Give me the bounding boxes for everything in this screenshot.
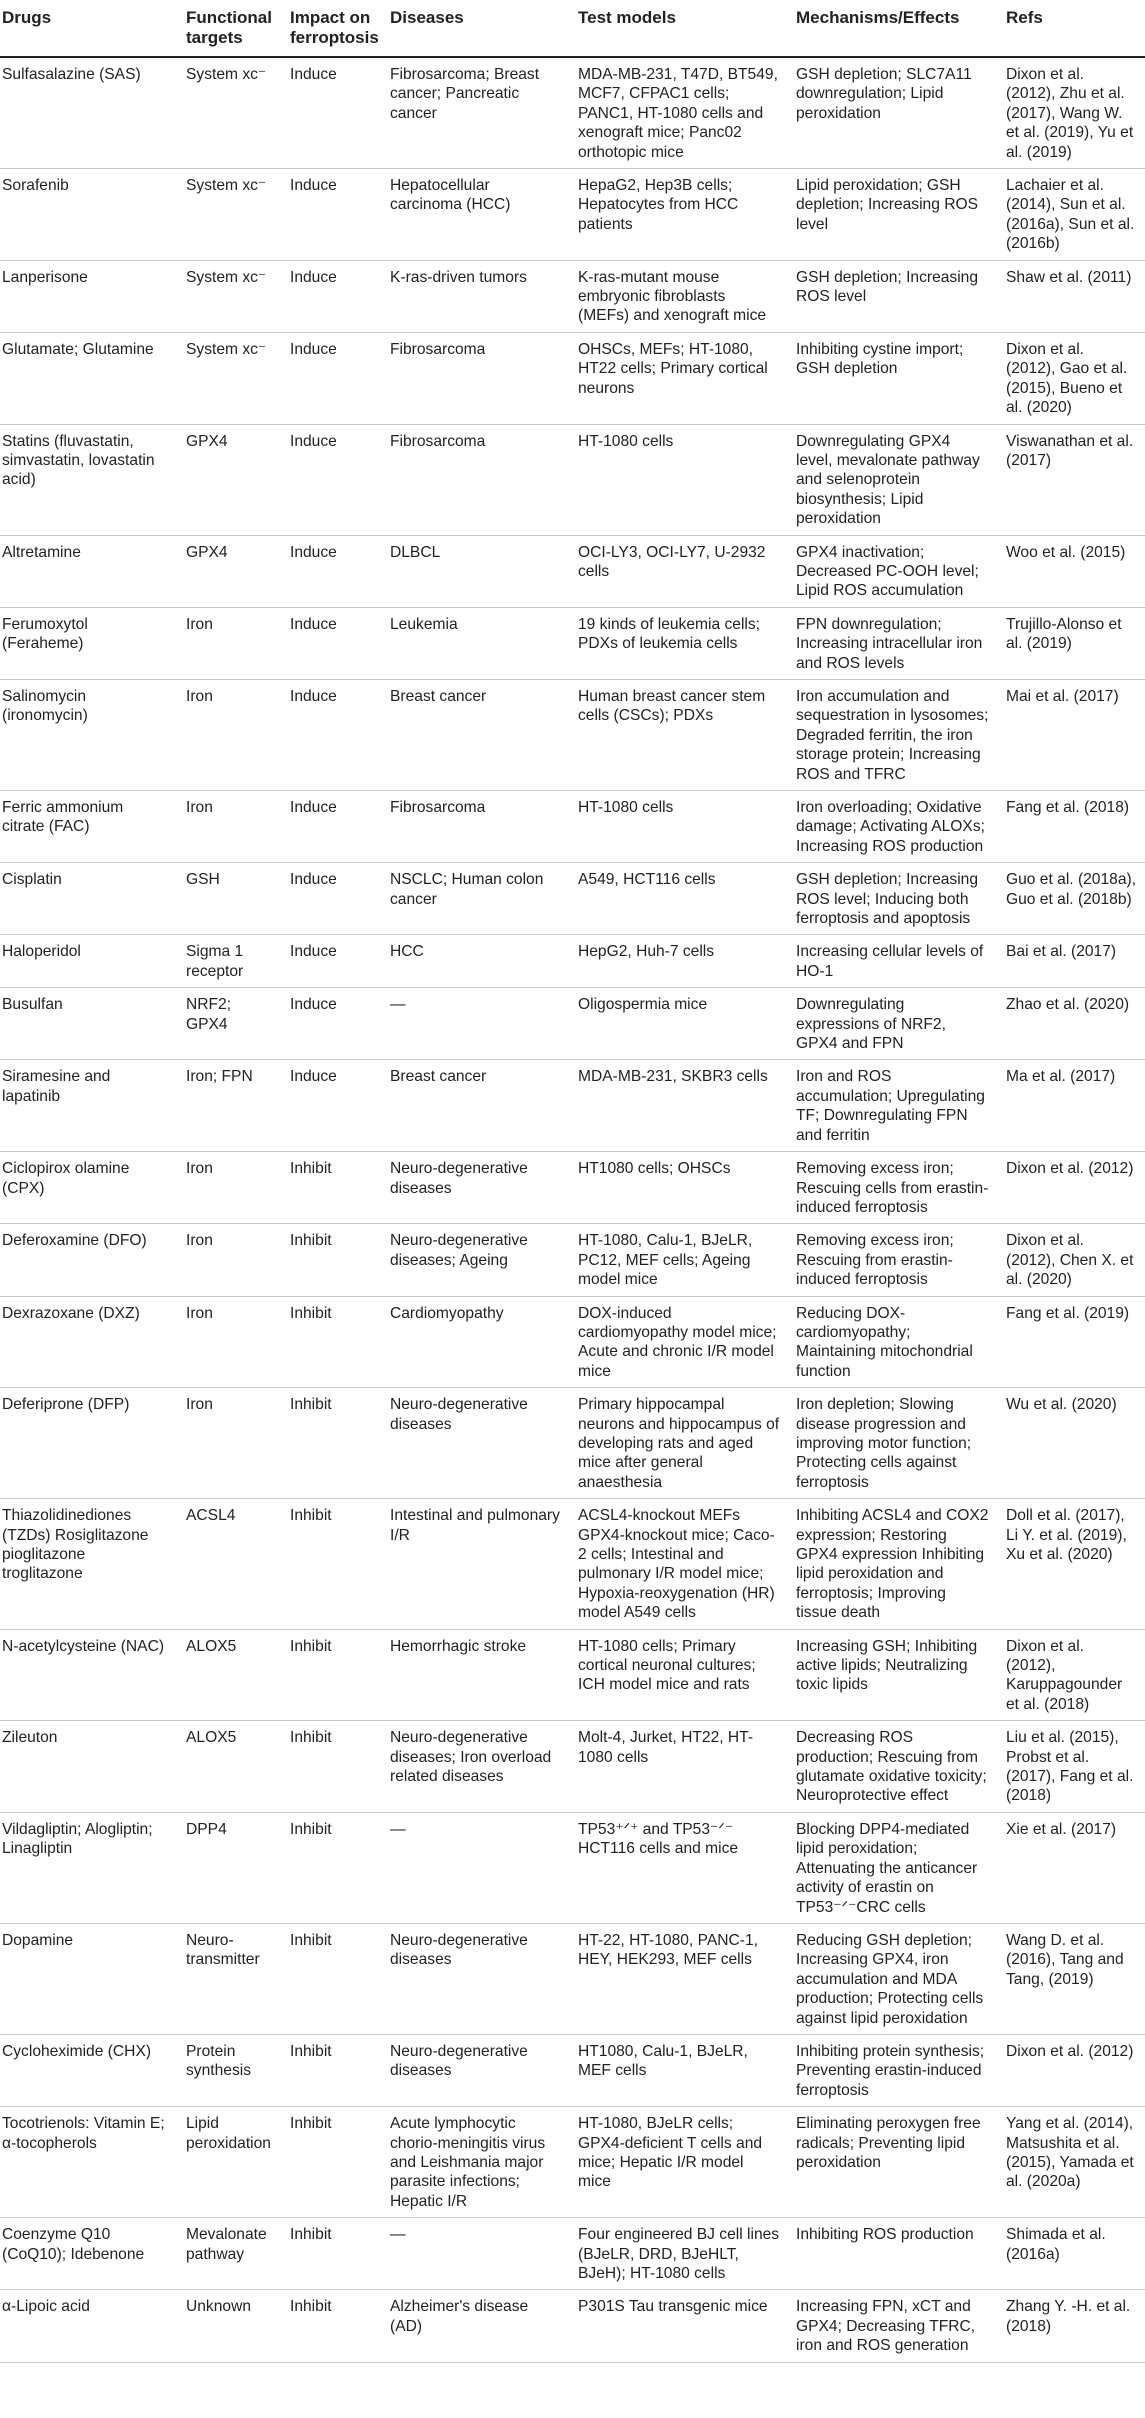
cell-target: Sigma 1 receptor	[178, 935, 282, 988]
cell-drug: Dopamine	[0, 1923, 178, 2034]
cell-refs: Shaw et al. (2011)	[998, 260, 1145, 332]
cell-drug: Coenzyme Q10 (CoQ10); Idebenone	[0, 2218, 178, 2290]
cell-drug: Siramesine and lapatinib	[0, 1060, 178, 1152]
cell-test-model: DOX-induced cardiomyopathy model mice; Acute and chronic I/R model mice	[570, 1296, 788, 1388]
cell-test-model: 19 kinds of leukemia cells; PDXs of leukemia cells	[570, 607, 788, 679]
cell-target: System xc⁻	[178, 260, 282, 332]
cell-impact: Induce	[282, 988, 382, 1060]
cell-target: ALOX5	[178, 1629, 282, 1721]
cell-impact: Inhibit	[282, 1224, 382, 1296]
cell-impact: Inhibit	[282, 1629, 382, 1721]
cell-mechanism: Inhibiting ROS production	[788, 2218, 998, 2290]
cell-disease: NSCLC; Human colon cancer	[382, 863, 570, 935]
cell-test-model: HT-1080, BJeLR cells; GPX4-deficient T cells and mice; Hepatic I/R model mice	[570, 2107, 788, 2218]
cell-drug: N-acetylcysteine (NAC)	[0, 1629, 178, 1721]
table-row	[0, 1812, 1145, 1923]
cell-impact: Inhibit	[282, 2107, 382, 2218]
cell-mechanism: Inhibiting protein synthesis; Preventing erastin-induced ferroptosis	[788, 2034, 998, 2106]
cell-target: Neuro-transmitter	[178, 1923, 282, 2034]
cell-test-model: HepG2, Huh-7 cells	[570, 935, 788, 988]
table-row	[0, 1629, 1145, 1721]
cell-target: Iron	[178, 1388, 282, 1499]
cell-disease: HCC	[382, 935, 570, 988]
header-drugs: Drugs	[0, 0, 178, 57]
table-row	[0, 1224, 1145, 1296]
cell-disease: Alzheimer's disease (AD)	[382, 2290, 570, 2362]
cell-impact: Inhibit	[282, 2034, 382, 2106]
table-row	[0, 1721, 1145, 1813]
cell-impact: Inhibit	[282, 1388, 382, 1499]
cell-impact: Inhibit	[282, 1499, 382, 1629]
cell-test-model: P301S Tau transgenic mice	[570, 2290, 788, 2362]
cell-disease: Fibrosarcoma; Breast cancer; Pancreatic cancer	[382, 57, 570, 169]
cell-refs: Wang D. et al. (2016), Tang and Tang, (2019)	[998, 1923, 1145, 2034]
cell-disease: Hepatocellular carcinoma (HCC)	[382, 169, 570, 261]
cell-test-model: Molt-4, Jurket, HT22, HT-1080 cells	[570, 1721, 788, 1813]
cell-disease: Neuro-degenerative diseases; Ageing	[382, 1224, 570, 1296]
cell-mechanism: Decreasing ROS production; Rescuing from glutamate oxidative toxicity; Neuroprotective effect	[788, 1721, 998, 1813]
cell-impact: Induce	[282, 679, 382, 790]
table-row	[0, 2218, 1145, 2290]
cell-drug: Zileuton	[0, 1721, 178, 1813]
cell-target: System xc⁻	[178, 332, 282, 424]
cell-drug: Salinomycin (ironomycin)	[0, 679, 178, 790]
cell-test-model: MDA-MB-231, SKBR3 cells	[570, 1060, 788, 1152]
cell-mechanism: Reducing DOX-cardiomyopathy; Maintaining mitochondrial function	[788, 1296, 998, 1388]
table-row	[0, 1296, 1145, 1388]
cell-test-model: HT-1080, Calu-1, BJeLR, PC12, MEF cells; Ageing model mice	[570, 1224, 788, 1296]
cell-test-model: HT-1080 cells; Primary cortical neuronal cultures; ICH model mice and rats	[570, 1629, 788, 1721]
cell-refs: Dixon et al. (2012)	[998, 1152, 1145, 1224]
cell-disease: Neuro-degenerative diseases	[382, 1923, 570, 2034]
table-row	[0, 988, 1145, 1060]
cell-drug: Deferoxamine (DFO)	[0, 1224, 178, 1296]
cell-refs: Xie et al. (2017)	[998, 1812, 1145, 1923]
cell-impact: Inhibit	[282, 1923, 382, 2034]
cell-mechanism: Eliminating peroxygen free radicals; Preventing lipid peroxidation	[788, 2107, 998, 2218]
cell-drug: Deferiprone (DFP)	[0, 1388, 178, 1499]
cell-refs: Guo et al. (2018a), Guo et al. (2018b)	[998, 863, 1145, 935]
table-row	[0, 57, 1145, 169]
cell-target: ALOX5	[178, 1721, 282, 1813]
table-header-row	[0, 0, 1145, 57]
table-row	[0, 1499, 1145, 1629]
cell-test-model: HT1080 cells; OHSCs	[570, 1152, 788, 1224]
cell-impact: Inhibit	[282, 2218, 382, 2290]
header-functional-targets: Functional targets	[178, 0, 282, 57]
cell-impact: Induce	[282, 424, 382, 535]
cell-drug: Sorafenib	[0, 169, 178, 261]
table-row	[0, 863, 1145, 935]
cell-drug: Thiazolidinediones (TZDs) Rosiglitazone pioglitazone troglitazone	[0, 1499, 178, 1629]
cell-refs: Ma et al. (2017)	[998, 1060, 1145, 1152]
table-row	[0, 1152, 1145, 1224]
cell-mechanism: Blocking DPP4-mediated lipid peroxidation; Attenuating the anticancer activity of erastin on TP53⁻ᐟ⁻CRC cells	[788, 1812, 998, 1923]
cell-refs: Yang et al. (2014), Matsushita et al. (2015), Yamada et al. (2020a)	[998, 2107, 1145, 2218]
cell-test-model: TP53⁺ᐟ⁺ and TP53⁻ᐟ⁻ HCT116 cells and mice	[570, 1812, 788, 1923]
cell-drug: Tocotrienols: Vitamin E; α-tocopherols	[0, 2107, 178, 2218]
cell-disease: Neuro-degenerative diseases	[382, 2034, 570, 2106]
cell-refs: Fang et al. (2019)	[998, 1296, 1145, 1388]
cell-impact: Induce	[282, 535, 382, 607]
cell-drug: Cisplatin	[0, 863, 178, 935]
cell-target: System xc⁻	[178, 169, 282, 261]
cell-drug: Haloperidol	[0, 935, 178, 988]
cell-disease: DLBCL	[382, 535, 570, 607]
cell-disease: —	[382, 1812, 570, 1923]
cell-disease: Neuro-degenerative diseases	[382, 1388, 570, 1499]
cell-drug: Dexrazoxane (DXZ)	[0, 1296, 178, 1388]
table-row	[0, 332, 1145, 424]
cell-target: Lipid peroxidation	[178, 2107, 282, 2218]
cell-mechanism: Reducing GSH depletion; Increasing GPX4, iron accumulation and MDA production; Protecting cells against lipid peroxidation	[788, 1923, 998, 2034]
cell-test-model: A549, HCT116 cells	[570, 863, 788, 935]
cell-mechanism: Removing excess iron; Rescuing from erastin-induced ferroptosis	[788, 1224, 998, 1296]
cell-drug: Statins (fluvastatin, simvastatin, lovastatin acid)	[0, 424, 178, 535]
table-row	[0, 607, 1145, 679]
cell-mechanism: Iron depletion; Slowing disease progression and improving motor function; Protecting cells against ferroptosis	[788, 1388, 998, 1499]
cell-drug: α-Lipoic acid	[0, 2290, 178, 2362]
table-row	[0, 535, 1145, 607]
cell-target: Iron	[178, 1296, 282, 1388]
cell-impact: Inhibit	[282, 1296, 382, 1388]
cell-target: GPX4	[178, 424, 282, 535]
cell-disease: —	[382, 2218, 570, 2290]
cell-disease: Neuro-degenerative diseases; Iron overload related diseases	[382, 1721, 570, 1813]
header-impact: Impact on ferroptosis	[282, 0, 382, 57]
cell-mechanism: Iron and ROS accumulation; Upregulating TF; Downregulating FPN and ferritin	[788, 1060, 998, 1152]
cell-test-model: OCI-LY3, OCI-LY7, U-2932 cells	[570, 535, 788, 607]
cell-impact: Induce	[282, 935, 382, 988]
cell-mechanism: Increasing cellular levels of HO-1	[788, 935, 998, 988]
cell-drug: Lanperisone	[0, 260, 178, 332]
cell-disease: —	[382, 988, 570, 1060]
cell-mechanism: GSH depletion; SLC7A11 downregulation; Lipid peroxidation	[788, 57, 998, 169]
table-row	[0, 1923, 1145, 2034]
cell-disease: Hemorrhagic stroke	[382, 1629, 570, 1721]
table-row	[0, 2034, 1145, 2106]
table-row	[0, 1060, 1145, 1152]
header-mechanisms: Mechanisms/Effects	[788, 0, 998, 57]
cell-impact: Induce	[282, 863, 382, 935]
cell-drug: Altretamine	[0, 535, 178, 607]
cell-disease: Acute lymphocytic chorio-meningitis virus and Leishmania major parasite infections; Hepatic I/R	[382, 2107, 570, 2218]
cell-disease: Breast cancer	[382, 1060, 570, 1152]
cell-refs: Shimada et al. (2016a)	[998, 2218, 1145, 2290]
cell-target: Iron	[178, 791, 282, 863]
cell-test-model: OHSCs, MEFs; HT-1080, HT22 cells; Primary cortical neurons	[570, 332, 788, 424]
cell-disease: Leukemia	[382, 607, 570, 679]
cell-refs: Zhao et al. (2020)	[998, 988, 1145, 1060]
cell-test-model: Four engineered BJ cell lines (BJeLR, DRD, BJeHLT, BJeH); HT-1080 cells	[570, 2218, 788, 2290]
cell-disease: Fibrosarcoma	[382, 332, 570, 424]
cell-target: Iron	[178, 607, 282, 679]
cell-drug: Cycloheximide (CHX)	[0, 2034, 178, 2106]
cell-refs: Zhang Y. -H. et al. (2018)	[998, 2290, 1145, 2362]
header-refs: Refs	[998, 0, 1145, 57]
cell-refs: Dixon et al. (2012), Karuppagounder et al. (2018)	[998, 1629, 1145, 1721]
cell-drug: Ferumoxytol (Feraheme)	[0, 607, 178, 679]
cell-target: DPP4	[178, 1812, 282, 1923]
cell-disease: Cardiomyopathy	[382, 1296, 570, 1388]
cell-test-model: HT-1080 cells	[570, 424, 788, 535]
cell-target: Protein synthesis	[178, 2034, 282, 2106]
cell-test-model: K-ras-mutant mouse embryonic fibroblasts (MEFs) and xenograft mice	[570, 260, 788, 332]
cell-mechanism: Downregulating expressions of NRF2, GPX4 and FPN	[788, 988, 998, 1060]
cell-disease: Fibrosarcoma	[382, 791, 570, 863]
table-row	[0, 424, 1145, 535]
cell-test-model: Human breast cancer stem cells (CSCs); PDXs	[570, 679, 788, 790]
cell-disease: Fibrosarcoma	[382, 424, 570, 535]
cell-mechanism: Iron accumulation and sequestration in lysosomes; Degraded ferritin, the iron storage protein; Increasing ROS and TFRC	[788, 679, 998, 790]
cell-refs: Bai et al. (2017)	[998, 935, 1145, 988]
cell-test-model: Primary hippocampal neurons and hippocampus of developing rats and aged mice after general anaesthesia	[570, 1388, 788, 1499]
cell-refs: Dixon et al. (2012), Zhu et al. (2017), Wang W. et al. (2019), Yu et al. (2019)	[998, 57, 1145, 169]
cell-mechanism: Downregulating GPX4 level, mevalonate pathway and selenoprotein biosynthesis; Lipid peroxidation	[788, 424, 998, 535]
table-row	[0, 2107, 1145, 2218]
cell-test-model: Oligospermia mice	[570, 988, 788, 1060]
cell-target: NRF2; GPX4	[178, 988, 282, 1060]
cell-impact: Induce	[282, 169, 382, 261]
cell-impact: Inhibit	[282, 1721, 382, 1813]
cell-drug: Ferric ammonium citrate (FAC)	[0, 791, 178, 863]
cell-disease: K-ras-driven tumors	[382, 260, 570, 332]
cell-impact: Inhibit	[282, 2290, 382, 2362]
cell-mechanism: Lipid peroxidation; GSH depletion; Increasing ROS level	[788, 169, 998, 261]
cell-impact: Inhibit	[282, 1152, 382, 1224]
cell-impact: Induce	[282, 607, 382, 679]
cell-disease: Neuro-degenerative diseases	[382, 1152, 570, 1224]
cell-refs: Liu et al. (2015), Probst et al. (2017), Fang et al. (2018)	[998, 1721, 1145, 1813]
cell-drug: Glutamate; Glutamine	[0, 332, 178, 424]
cell-test-model: HepaG2, Hep3B cells; Hepatocytes from HCC patients	[570, 169, 788, 261]
table-row	[0, 935, 1145, 988]
cell-target: Iron	[178, 1152, 282, 1224]
cell-refs: Dixon et al. (2012), Gao et al. (2015), Bueno et al. (2020)	[998, 332, 1145, 424]
cell-test-model: MDA-MB-231, T47D, BT549, MCF7, CFPAC1 cells; PANC1, HT-1080 cells and xenograft mice; Panc02 orthotopic mice	[570, 57, 788, 169]
cell-mechanism: GSH depletion; Increasing ROS level; Inducing both ferroptosis and apoptosis	[788, 863, 998, 935]
cell-mechanism: GPX4 inactivation; Decreased PC-OOH level; Lipid ROS accumulation	[788, 535, 998, 607]
cell-drug: Ciclopirox olamine (CPX)	[0, 1152, 178, 1224]
table-row	[0, 2290, 1145, 2362]
cell-impact: Inhibit	[282, 1812, 382, 1923]
table-row	[0, 260, 1145, 332]
cell-mechanism: Inhibiting ACSL4 and COX2 expression; Restoring GPX4 expression Inhibiting lipid peroxidation and ferroptosis; Improving tissue death	[788, 1499, 998, 1629]
cell-refs: Lachaier et al. (2014), Sun et al. (2016a), Sun et al. (2016b)	[998, 169, 1145, 261]
cell-target: Iron	[178, 1224, 282, 1296]
cell-drug: Vildagliptin; Alogliptin; Linagliptin	[0, 1812, 178, 1923]
cell-test-model: HT-22, HT-1080, PANC-1, HEY, HEK293, MEF cells	[570, 1923, 788, 2034]
cell-impact: Induce	[282, 57, 382, 169]
cell-target: GPX4	[178, 535, 282, 607]
cell-impact: Induce	[282, 1060, 382, 1152]
cell-target: ACSL4	[178, 1499, 282, 1629]
cell-mechanism: GSH depletion; Increasing ROS level	[788, 260, 998, 332]
cell-disease: Intestinal and pulmonary I/R	[382, 1499, 570, 1629]
cell-mechanism: FPN downregulation; Increasing intracellular iron and ROS levels	[788, 607, 998, 679]
cell-test-model: HT1080, Calu-1, BJeLR, MEF cells	[570, 2034, 788, 2106]
table-row	[0, 679, 1145, 790]
header-diseases: Diseases	[382, 0, 570, 57]
cell-test-model: ACSL4-knockout MEFs GPX4-knockout mice; Caco-2 cells; Intestinal and pulmonary I/R model mice; Hypoxia-reoxygenation (HR) model A549 cells	[570, 1499, 788, 1629]
table-row	[0, 1388, 1145, 1499]
cell-target: Unknown	[178, 2290, 282, 2362]
cell-refs: Dixon et al. (2012)	[998, 2034, 1145, 2106]
cell-mechanism: Removing excess iron; Rescuing cells from erastin-induced ferroptosis	[788, 1152, 998, 1224]
cell-test-model: HT-1080 cells	[570, 791, 788, 863]
cell-target: System xc⁻	[178, 57, 282, 169]
cell-refs: Viswanathan et al. (2017)	[998, 424, 1145, 535]
cell-refs: Fang et al. (2018)	[998, 791, 1145, 863]
cell-mechanism: Inhibiting cystine import; GSH depletion	[788, 332, 998, 424]
cell-target: Iron; FPN	[178, 1060, 282, 1152]
cell-refs: Wu et al. (2020)	[998, 1388, 1145, 1499]
table-row	[0, 791, 1145, 863]
cell-refs: Mai et al. (2017)	[998, 679, 1145, 790]
cell-target: Iron	[178, 679, 282, 790]
cell-impact: Induce	[282, 332, 382, 424]
header-test-models: Test models	[570, 0, 788, 57]
cell-mechanism: Increasing FPN, xCT and GPX4; Decreasing TFRC, iron and ROS generation	[788, 2290, 998, 2362]
cell-drug: Sulfasalazine (SAS)	[0, 57, 178, 169]
cell-disease: Breast cancer	[382, 679, 570, 790]
cell-impact: Induce	[282, 260, 382, 332]
cell-refs: Trujillo-Alonso et al. (2019)	[998, 607, 1145, 679]
cell-drug: Busulfan	[0, 988, 178, 1060]
cell-refs: Woo et al. (2015)	[998, 535, 1145, 607]
cell-mechanism: Increasing GSH; Inhibiting active lipids; Neutralizing toxic lipids	[788, 1629, 998, 1721]
cell-impact: Induce	[282, 791, 382, 863]
cell-refs: Dixon et al. (2012), Chen X. et al. (2020)	[998, 1224, 1145, 1296]
cell-target: GSH	[178, 863, 282, 935]
cell-refs: Doll et al. (2017), Li Y. et al. (2019), Xu et al. (2020)	[998, 1499, 1145, 1629]
cell-target: Mevalonate pathway	[178, 2218, 282, 2290]
cell-mechanism: Iron overloading; Oxidative damage; Activating ALOXs; Increasing ROS production	[788, 791, 998, 863]
table-row	[0, 169, 1145, 261]
